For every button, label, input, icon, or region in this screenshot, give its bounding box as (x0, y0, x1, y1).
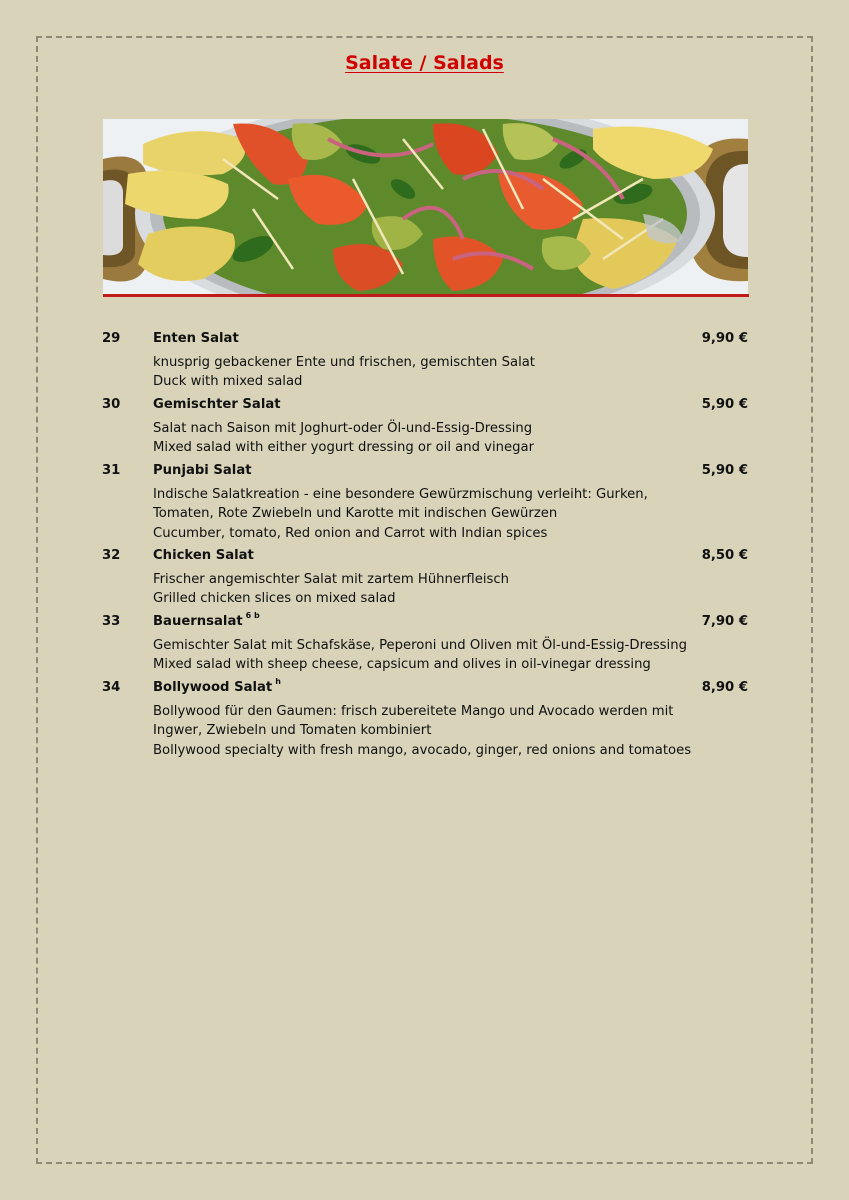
item-description-de: Ingwer, Zwiebeln und Tomaten kombiniert (153, 723, 432, 739)
item-price: 5,90 € (701, 397, 748, 412)
item-description-en: Bollywood specialty with fresh mango, avocado, ginger, red onions and tomatoes (153, 742, 692, 758)
item-description-en: Mixed salad with sheep cheese, capsicum and olives in oil-vinegar dressing (153, 657, 651, 673)
item-price: 7,90 € (701, 614, 748, 629)
item-number: 30 (102, 397, 121, 412)
item-name-text: Bauernsalat (153, 614, 243, 629)
item-description (153, 485, 713, 543)
item-description-de: Bollywood für den Gaumen: frisch zubereitete Mango und Avocado werden mit (153, 704, 674, 719)
item-name-text: Punjabi Salat (153, 463, 252, 478)
item-description-en: Cucumber, tomato, Red onion and Carrot with Indian spices (153, 525, 548, 541)
item-name (153, 396, 281, 414)
item-description (153, 702, 713, 760)
item-price: 5,90 € (701, 463, 748, 478)
item-description-de: Salat nach Saison mit Joghurt-oder Öl-und-Essig-Dressing (153, 421, 533, 436)
item-name-text: Enten Salat (153, 331, 239, 346)
allergen-superscript: 6 b (245, 611, 260, 620)
item-name (153, 613, 260, 631)
item-number: 31 (102, 463, 121, 478)
allergen-superscript: h (275, 677, 281, 686)
item-description-de: Frischer angemischter Salat mit zartem Hühnerfleisch (153, 572, 509, 587)
item-price: 8,90 € (701, 680, 748, 695)
item-name-text: Bollywood Salat (153, 680, 273, 695)
item-description-en: Duck with mixed salad (153, 374, 303, 390)
item-name (153, 547, 254, 565)
item-description-de: Tomaten, Rote Zwiebeln und Karotte mit indischen Gewürzen (153, 506, 558, 522)
item-number: 29 (102, 331, 121, 346)
item-description-en: Grilled chicken slices on mixed salad (153, 591, 396, 607)
item-description (153, 353, 713, 392)
item-price: 9,90 € (701, 331, 748, 346)
item-number: 32 (102, 548, 121, 563)
item-description-de: Gemischter Salat mit Schafskäse, Peperoni und Oliven mit Öl-und-Essig-Dressing (153, 638, 687, 653)
header-rule (103, 294, 749, 297)
item-price: 8,50 € (701, 548, 748, 563)
item-name (153, 462, 252, 480)
salad-photo (103, 119, 748, 294)
item-number: 33 (102, 614, 121, 629)
page-title: Salate / Salads (345, 52, 504, 74)
item-description-de: Indische Salatkreation - eine besondere Gewürzmischung verleiht: Gurken, (153, 487, 648, 502)
item-name-text: Chicken Salat (153, 548, 254, 563)
item-number: 34 (102, 680, 121, 695)
item-description (153, 570, 713, 609)
item-description (153, 636, 713, 675)
item-description-en: Mixed salad with either yogurt dressing or oil and vinegar (153, 440, 534, 456)
item-name (153, 330, 239, 348)
item-name-text: Gemischter Salat (153, 397, 281, 412)
item-name (153, 679, 281, 697)
item-description-de: knusprig gebackener Ente und frischen, gemischten Salat (153, 355, 535, 370)
item-description (153, 419, 713, 458)
